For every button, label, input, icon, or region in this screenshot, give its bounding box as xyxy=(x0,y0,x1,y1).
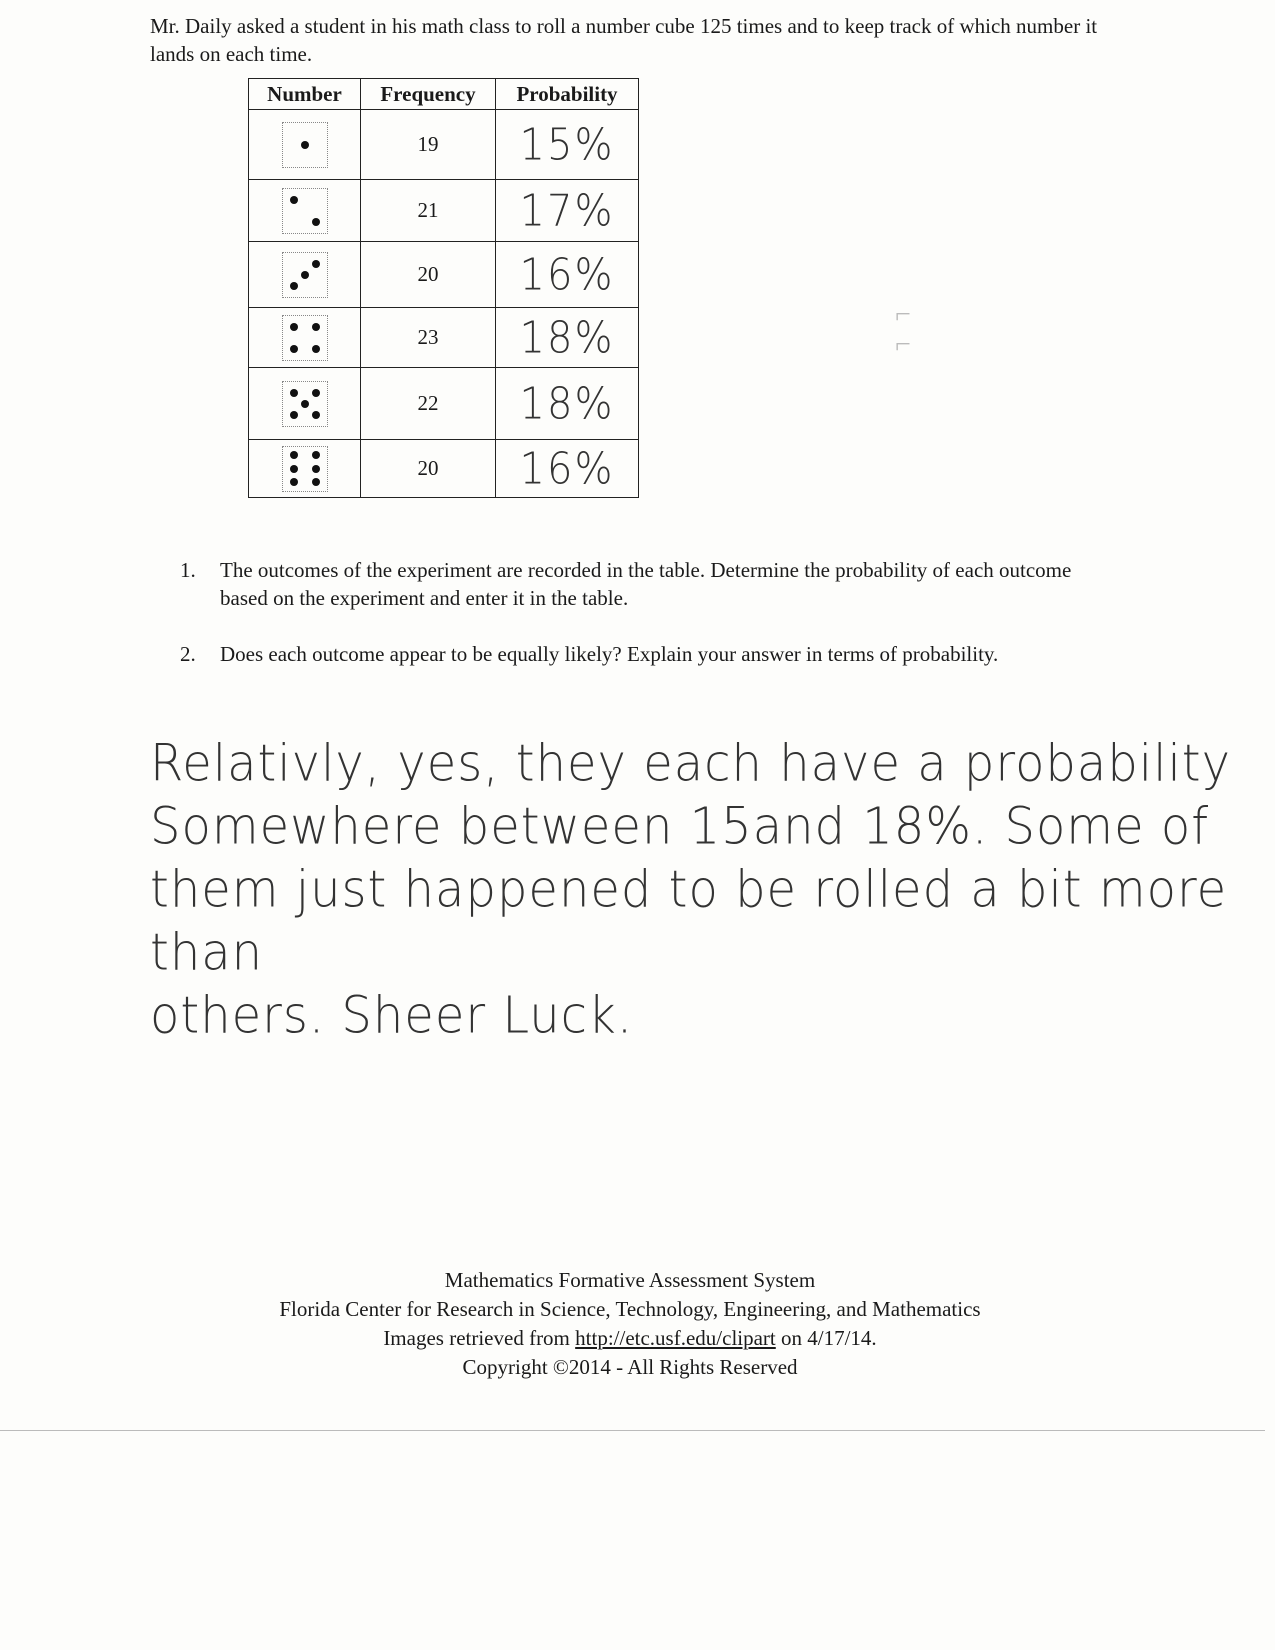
footer xyxy=(0,1266,1260,1382)
answer-line: others. Sheer Luck. xyxy=(150,986,634,1045)
table-row xyxy=(249,440,639,498)
header-probability: Probability xyxy=(496,79,639,110)
table-row xyxy=(249,180,639,242)
question-text: Does each outcome appear to be equally likely? Explain your answer in terms of probability. xyxy=(220,642,999,666)
probability-cell xyxy=(496,440,639,498)
die-face-3-icon xyxy=(282,252,328,298)
die-face-cell xyxy=(249,180,361,242)
answer-line: Relativly, yes, they each have a probability xyxy=(150,734,1232,793)
frequency-cell: 23 xyxy=(361,308,496,368)
table-row xyxy=(249,368,639,440)
probability-cell xyxy=(496,368,639,440)
table-row xyxy=(249,110,639,180)
footer-suffix: on 4/17/14. xyxy=(781,1326,877,1350)
die-face-cell xyxy=(249,308,361,368)
probability-cell xyxy=(496,242,639,308)
pencil-mark: ⌐ ⌐ xyxy=(895,299,911,360)
intro-text: Mr. Daily asked a student in his math class to roll a number cube 125 times and to keep track of which number it lands on each time. xyxy=(150,14,1098,66)
frequency-table xyxy=(248,78,639,498)
question-number: 2. xyxy=(180,642,196,666)
handwritten-probability: 16% xyxy=(519,249,615,300)
table-row xyxy=(249,242,639,308)
probability-cell xyxy=(496,308,639,368)
footer-line-1: Mathematics Formative Assessment System xyxy=(444,1268,816,1292)
table-row xyxy=(249,308,639,368)
question-number: 1. xyxy=(180,558,196,582)
frequency-cell: 19 xyxy=(361,110,496,180)
die-face-6-icon xyxy=(282,446,328,492)
frequency-cell: 20 xyxy=(361,440,496,498)
footer-prefix: Images retrieved from xyxy=(383,1326,570,1350)
answer-line: Somewhere between 15and 18%. Some of xyxy=(150,797,1210,856)
probability-cell xyxy=(496,110,639,180)
header-number: Number xyxy=(249,79,361,110)
frequency-cell: 22 xyxy=(361,368,496,440)
die-face-5-icon xyxy=(282,381,328,427)
die-face-cell xyxy=(249,440,361,498)
handwritten-probability: 16% xyxy=(519,443,615,494)
question-text: The outcomes of the experiment are recorded in the table. Determine the probability of each outcome based on the experiment and enter it in the table. xyxy=(220,558,1072,610)
frequency-cell: 20 xyxy=(361,242,496,308)
header-frequency: Frequency xyxy=(361,79,496,110)
handwritten-answer xyxy=(150,732,1265,1047)
die-face-2-icon xyxy=(282,188,328,234)
die-face-4-icon xyxy=(282,315,328,361)
footer-line-3 xyxy=(0,1324,1260,1353)
question-2 xyxy=(180,640,1100,668)
answer-line: them just happened to be rolled a bit more than xyxy=(150,860,1228,982)
handwritten-probability: 17% xyxy=(519,185,615,236)
frequency-cell: 21 xyxy=(361,180,496,242)
question-list xyxy=(180,556,1100,696)
table-header-row xyxy=(249,79,639,110)
footer-line-4: Copyright ©2014 - All Rights Reserved xyxy=(462,1355,798,1379)
handwritten-probability: 15% xyxy=(519,119,615,170)
clipart-link[interactable]: http://etc.usf.edu/clipart xyxy=(575,1326,776,1350)
question-1 xyxy=(180,556,1100,612)
handwritten-probability: 18% xyxy=(519,312,615,363)
die-face-cell xyxy=(249,368,361,440)
handwritten-probability: 18% xyxy=(519,378,615,429)
die-face-cell xyxy=(249,110,361,180)
die-face-cell xyxy=(249,242,361,308)
probability-cell xyxy=(496,180,639,242)
page-divider xyxy=(0,1430,1265,1431)
footer-line-2: Florida Center for Research in Science, Technology, Engineering, and Mathematics xyxy=(279,1297,981,1321)
die-face-1-icon xyxy=(282,122,328,168)
